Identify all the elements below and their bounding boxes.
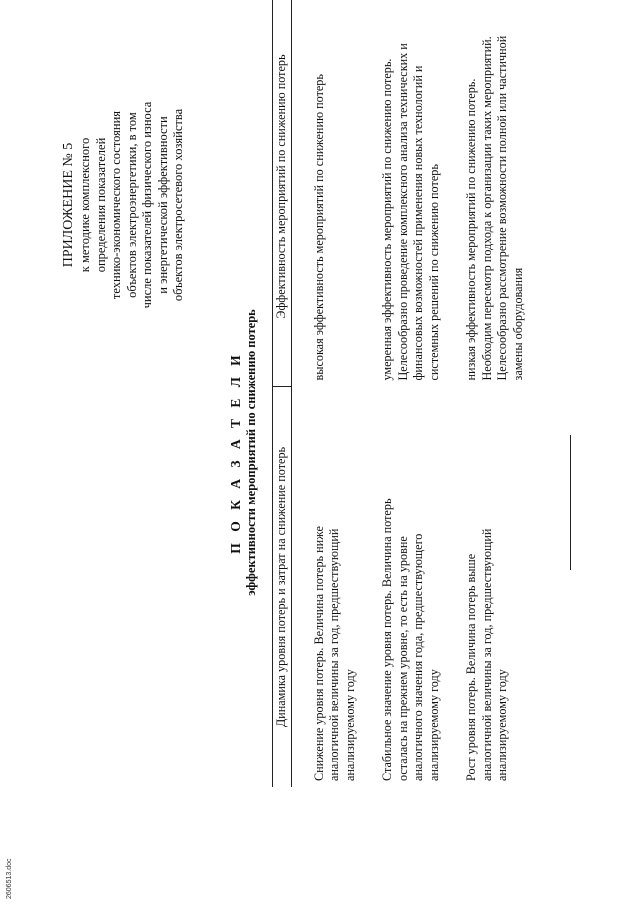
cell-line: системных решений по снижению потерь [426,164,441,381]
table-spacer [444,0,462,787]
table-header-row [273,0,292,787]
appendix-line: технико-экономического состояния [109,110,123,300]
cell-line: аналогичного значения года, предшествующего [411,533,425,781]
appendix-line: объектов электроэнергетики, в том [124,112,139,298]
cell-line: анализируемому году [426,669,441,781]
appendix-line: и энергетической эффективности [155,116,170,294]
document-id: 2606513.doc [6,858,13,899]
title-block [228,0,259,905]
dynamics-cell [462,387,528,788]
cell-line: Снижение уровня потерь. Величина потерь ниже [311,526,326,781]
cell-line: аналогичной величины за год, предшествующий [479,528,494,781]
cell-line: низкая эффективность мероприятий по снижению потерь. [464,78,478,381]
cell-line: аналогичной величины за год, предшествующий [327,528,341,781]
indicators-table [272,0,528,787]
efficiency-cell [310,0,361,387]
appendix-line: числе показателей физического износа [140,101,154,309]
appendix-line: объектов электросетевого хозяйства [171,108,185,302]
dynamics-cell [378,387,444,788]
table-row [462,0,528,787]
cell-line: Необходим пересмотр подхода к организации таких мероприятий. [479,36,494,381]
cell-line: Стабильное значение уровня потерь. Величина потерь [380,498,394,781]
cell-line: замены оборудования [510,267,525,381]
appendix-title: ПРИЛОЖЕНИЕ № 5 [61,142,76,268]
cell-line: высокая эффективность мероприятий по снижению потерь [311,74,326,381]
appendix-block [60,40,187,370]
table-spacer [360,0,378,787]
cell-line: умеренная эффективность мероприятий по снижению потерь. [380,58,394,381]
appendix-line: к методике комплексного [78,137,92,273]
document-subtitle: эффективности мероприятий по снижению потерь [244,309,258,596]
cell-line: анализируемому году [342,669,357,781]
dynamics-cell [310,387,361,788]
cell-line: анализируемому году [495,669,509,781]
cell-line: Целесообразно рассмотрение возможности полной или частичной [495,35,509,381]
cell-line: осталась на прежнем уровне, то есть на уровне [395,536,410,781]
table-row [310,0,361,787]
efficiency-cell [462,0,528,387]
column-header-dynamics: Динамика уровня потерь и затрат на снижение потерь [273,387,292,788]
footer-divider [570,435,571,570]
efficiency-cell [378,0,444,387]
column-header-efficiency: Эффективность мероприятий по снижению потерь [273,0,292,387]
table-row [378,0,444,787]
cell-line: Рост уровня потерь. Величина потерь выше [464,553,478,781]
cell-line: Целесообразно проведение комплексного анализа технических и [395,43,410,381]
appendix-line: определения показателей [93,137,108,273]
document-title: П О К А З А Т Е Л И [228,351,243,554]
table-spacer [291,0,310,787]
cell-line: финансовых возможностей применения новых технологий и [411,65,425,381]
